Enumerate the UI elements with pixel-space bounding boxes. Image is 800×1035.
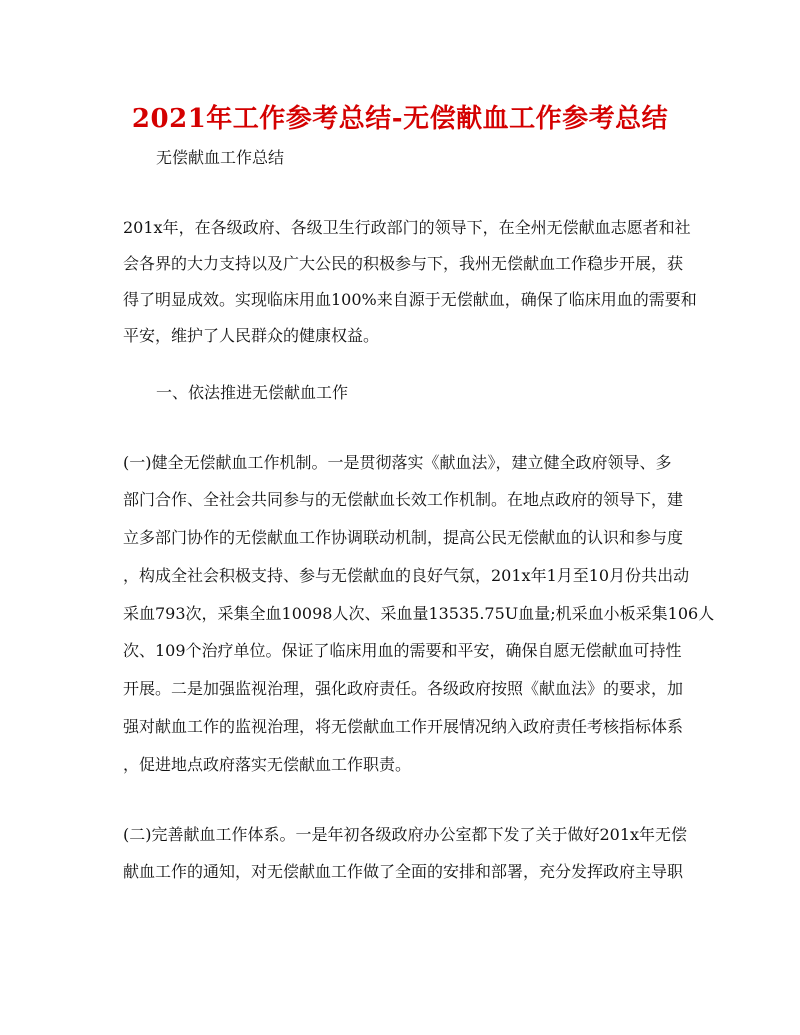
paragraph-line: 部门合作、全社会共同参与的无偿献血长效工作机制。在地点政府的领导下，建 [123, 490, 684, 509]
paragraph-line: 开展。二是加强监视治理，强化政府责任。各级政府按照《献血法》的要求，加 [123, 679, 684, 698]
paragraph-line: ，构成全社会积极支持、参与无偿献血的良好气氛，201x年1月至10月份共出动 [123, 566, 690, 585]
paragraph-line: (一)健全无偿献血工作机制。一是贯彻落实《献血法》，建立健全政府领导、多 [123, 453, 672, 472]
section-heading: 一、依法推进无偿献血工作 [156, 383, 349, 402]
paragraph-line: 采血793次，采集全血10098人次、采血量13535.75U血量;机采血小板采集106人 [123, 604, 715, 623]
paragraph-line: (二)完善献血工作体系。一是年初各级政府办公室都下发了关于做好201x年无偿 [123, 825, 688, 844]
paragraph-line: 立多部门协作的无偿献血工作协调联动机制，提高公民无偿献血的认识和参与度 [123, 528, 684, 547]
paragraph-line: 得了明显成效。实现临床用血100%来自源于无偿献血，确保了临床用血的需要和 [123, 290, 697, 309]
paragraph-line: 会各界的大力支持以及广大公民的积极参与下，我州无偿献血工作稳步开展，获 [123, 254, 684, 273]
paragraph-line: 201x年，在各级政府、各级卫生行政部门的领导下，在全州无偿献血志愿者和社 [123, 218, 691, 237]
paragraph-line: 强对献血工作的监视治理，将无偿献血工作开展情况纳入政府责任考核指标体系 [123, 717, 684, 736]
paragraph-line: 次、109个治疗单位。保证了临床用血的需要和平安，确保自愿无偿献血可持性 [123, 641, 682, 660]
paragraph-line: ，促进地点政府落实无偿献血工作职责。 [123, 755, 412, 774]
paragraph-line: 献血工作的通知，对无偿献血工作做了全面的安排和部署，充分发挥政府主导职 [123, 862, 684, 881]
document-title: 2021年工作参考总结-无偿献血工作参考总结 [131, 104, 669, 134]
subtitle-line: 无偿献血工作总结 [156, 148, 285, 167]
paragraph-line: 平安，维护了人民群众的健康权益。 [123, 326, 380, 345]
